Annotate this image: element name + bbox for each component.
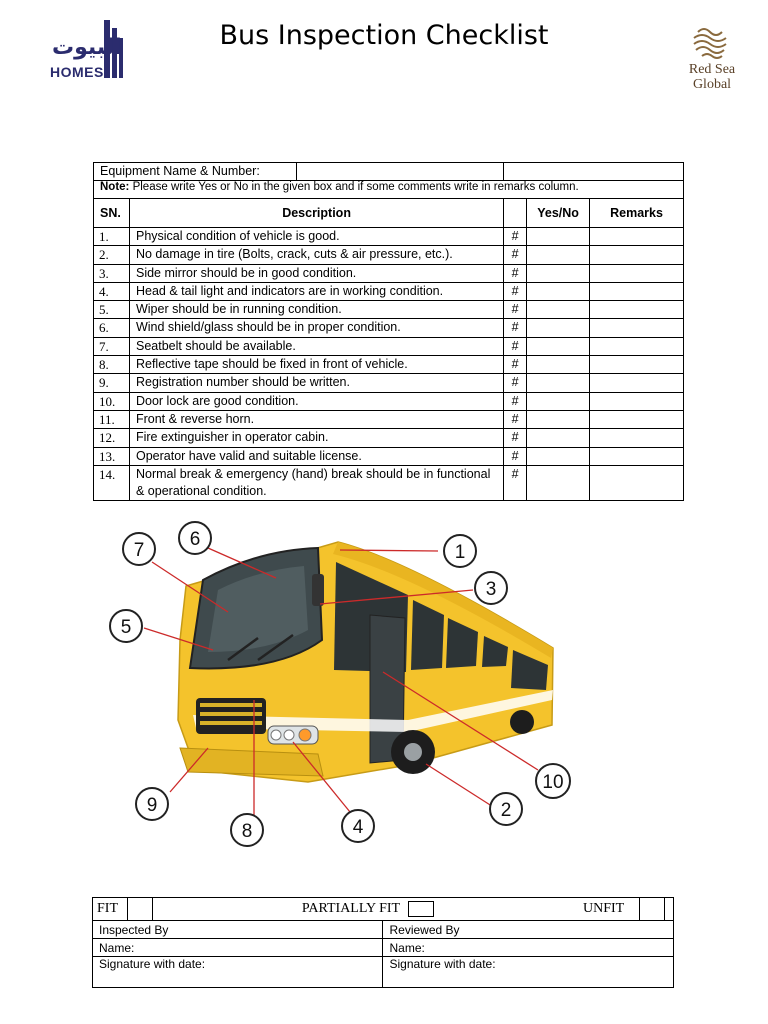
checklist-row-remarks-field[interactable]: [590, 337, 684, 355]
equipment-label: Equipment Name & Number:: [100, 163, 297, 180]
red-sea-logo-line2: Global: [692, 77, 732, 92]
checklist-row-yesno-field[interactable]: [527, 264, 590, 282]
checklist-row-yesno-field[interactable]: [527, 228, 590, 246]
checklist-row-description: Head & tail light and indicators are in working condition.: [129, 282, 503, 300]
checklist-row: [94, 337, 684, 355]
callout-6: 6: [189, 529, 201, 550]
checklist-row-sn: 8.: [94, 356, 130, 374]
checklist-row-yesno-field[interactable]: [527, 465, 590, 500]
checklist-row-remarks-field[interactable]: [590, 374, 684, 392]
checklist-row: [94, 392, 684, 410]
checklist-row-sn: 7.: [94, 337, 130, 355]
checklist-row-description: Operator have valid and suitable license.: [129, 447, 503, 465]
col-mark-header: [504, 199, 527, 228]
inspected-by-label: Inspected By: [93, 921, 383, 939]
checklist-row-mark: #: [504, 337, 527, 355]
equipment-value-field[interactable]: [504, 163, 684, 181]
checklist-row-mark: #: [504, 356, 527, 374]
checklist-row-yesno-field[interactable]: [527, 374, 590, 392]
checklist-row-sn: 11.: [94, 410, 130, 428]
checklist-row-mark: #: [504, 392, 527, 410]
unfit-checkbox[interactable]: [639, 898, 665, 920]
checklist-row-mark: #: [504, 447, 527, 465]
col-remarks-header: Remarks: [590, 199, 684, 228]
col-sn-header: SN.: [94, 199, 130, 228]
checklist-row: [94, 264, 684, 282]
equipment-input[interactable]: [297, 163, 503, 180]
checklist-row-remarks-field[interactable]: [590, 465, 684, 500]
checklist-row-description: Seatbelt should be available.: [129, 337, 503, 355]
checklist-row-mark: #: [504, 374, 527, 392]
note-text: Please write Yes or No in the given box and if some comments write in remarks column.: [129, 181, 579, 193]
checklist-row-mark: #: [504, 429, 527, 447]
checklist-row-yesno-field[interactable]: [527, 447, 590, 465]
checklist-row-sn: 14.: [94, 465, 130, 500]
bus-diagram: [108, 520, 628, 855]
red-sea-logo-mark: [672, 24, 752, 60]
checklist-row-sn: 9.: [94, 374, 130, 392]
header-row: [94, 199, 684, 228]
checklist-row-yesno-field[interactable]: [527, 301, 590, 319]
side-mirror: [312, 574, 324, 606]
checklist-row-mark: #: [504, 301, 527, 319]
signature-row: [93, 957, 674, 988]
checklist-row-remarks-field[interactable]: [590, 264, 684, 282]
callout-5: 5: [120, 617, 132, 638]
equipment-row: [94, 163, 684, 181]
checklist-row-description: Normal break & emergency (hand) break should be in functional & operational condition.: [129, 465, 503, 500]
checklist-row: [94, 356, 684, 374]
checklist-row: [94, 282, 684, 300]
checklist-row-mark: #: [504, 465, 527, 500]
checklist-row-description: Fire extinguisher in operator cabin.: [129, 429, 503, 447]
fit-status-row: [93, 898, 674, 921]
checklist-row: [94, 410, 684, 428]
checklist-row-description: Registration number should be written.: [129, 374, 503, 392]
checklist-row-remarks-field[interactable]: [590, 319, 684, 337]
checklist-row-remarks-field[interactable]: [590, 447, 684, 465]
checklist-row: [94, 301, 684, 319]
callout-7: 7: [133, 540, 145, 561]
checklist-row: [94, 246, 684, 264]
callout-2: 2: [500, 800, 512, 821]
checklist-row-sn: 6.: [94, 319, 130, 337]
checklist-items: [94, 228, 684, 501]
checklist-row-yesno-field[interactable]: [527, 282, 590, 300]
checklist-row-yesno-field[interactable]: [527, 429, 590, 447]
checklist-row-sn: 5.: [94, 301, 130, 319]
inspector-signature-field[interactable]: Signature with date:: [93, 957, 383, 988]
checklist-row: [94, 465, 684, 500]
signatory-row: [93, 921, 674, 939]
inspector-name-field[interactable]: Name:: [93, 939, 383, 957]
checklist-row: [94, 447, 684, 465]
checklist-row-mark: #: [504, 228, 527, 246]
checklist-row-sn: 12.: [94, 429, 130, 447]
callout-3: 3: [485, 579, 497, 600]
callout-1: 1: [454, 542, 466, 563]
callout-10: 10: [542, 772, 564, 793]
checklist-row-description: Side mirror should be in good condition.: [129, 264, 503, 282]
checklist-row-remarks-field[interactable]: [590, 392, 684, 410]
partially-fit-label: PARTIALLY FIT: [301, 901, 401, 916]
checklist-row-sn: 1.: [94, 228, 130, 246]
callout-8: 8: [241, 821, 253, 842]
checklist-row-sn: 13.: [94, 447, 130, 465]
checklist-row-description: Wind shield/glass should be in proper condition.: [129, 319, 503, 337]
inspection-checklist-table: [93, 162, 684, 501]
checklist-row-sn: 4.: [94, 282, 130, 300]
checklist-row-remarks-field[interactable]: [590, 282, 684, 300]
reviewer-name-field[interactable]: Name:: [383, 939, 674, 957]
red-sea-logo-text: [672, 62, 752, 92]
checklist-row-sn: 3.: [94, 264, 130, 282]
checklist-row-description: Wiper should be in running condition.: [129, 301, 503, 319]
homes-logo-text: HOMES: [50, 64, 104, 80]
red-sea-logo-line1: Red Sea: [688, 62, 736, 77]
checklist-row-yesno-field[interactable]: [527, 392, 590, 410]
fit-checkbox[interactable]: [128, 898, 153, 920]
checklist-row-sn: 10.: [94, 392, 130, 410]
checklist-row-description: No damage in tire (Bolts, crack, cuts & air pressure, etc.).: [129, 246, 503, 264]
checklist-row-description: Front & reverse horn.: [129, 410, 503, 428]
fit-label: FIT: [93, 898, 128, 920]
reviewed-by-label: Reviewed By: [383, 921, 674, 939]
checklist-row: [94, 319, 684, 337]
checklist-row-remarks-field[interactable]: [590, 246, 684, 264]
checklist-row-yesno-field[interactable]: [527, 246, 590, 264]
reviewer-signature-field[interactable]: Signature with date:: [383, 957, 674, 988]
checklist-row-mark: #: [504, 264, 527, 282]
checklist-row-description: Door lock are good condition.: [129, 392, 503, 410]
checklist-row-remarks-field[interactable]: [590, 356, 684, 374]
checklist-row-description: Reflective tape should be fixed in front of vehicle.: [129, 356, 503, 374]
red-sea-global-logo: [672, 24, 752, 94]
inspection-footer-table: [92, 897, 674, 988]
checklist-row-mark: #: [504, 410, 527, 428]
callout-4: 4: [352, 817, 364, 838]
checklist-row: [94, 374, 684, 392]
unfit-label: UNFIT: [583, 901, 625, 916]
checklist-row-remarks-field[interactable]: [590, 228, 684, 246]
checklist-row-yesno-field[interactable]: [527, 410, 590, 428]
bus-illustration: [108, 520, 628, 855]
checklist-row-remarks-field[interactable]: [590, 429, 684, 447]
checklist-row-mark: #: [504, 319, 527, 337]
checklist-row-yesno-field[interactable]: [527, 337, 590, 355]
checklist-row-description: Physical condition of vehicle is good.: [129, 228, 503, 246]
checklist-row-sn: 2.: [94, 246, 130, 264]
callout-9: 9: [146, 795, 158, 816]
homes-logo-arabic: البيوت: [52, 34, 122, 59]
col-description-header: Description: [129, 199, 503, 228]
note-row: [94, 181, 684, 199]
partially-fit-checkbox[interactable]: [408, 901, 434, 917]
checklist-row: [94, 228, 684, 246]
page-title: Bus Inspection Checklist: [219, 20, 549, 51]
col-yesno-header: Yes/No: [527, 199, 590, 228]
checklist-row-mark: #: [504, 282, 527, 300]
checklist-row-yesno-field[interactable]: [527, 319, 590, 337]
checklist-row-yesno-field[interactable]: [527, 356, 590, 374]
checklist-row-mark: #: [504, 246, 527, 264]
rear-wheel: [510, 710, 534, 734]
note-label: Note:: [100, 181, 130, 193]
name-row: [93, 939, 674, 957]
checklist-row-remarks-field[interactable]: [590, 301, 684, 319]
checklist-row: [94, 429, 684, 447]
checklist-row-remarks-field[interactable]: [590, 410, 684, 428]
